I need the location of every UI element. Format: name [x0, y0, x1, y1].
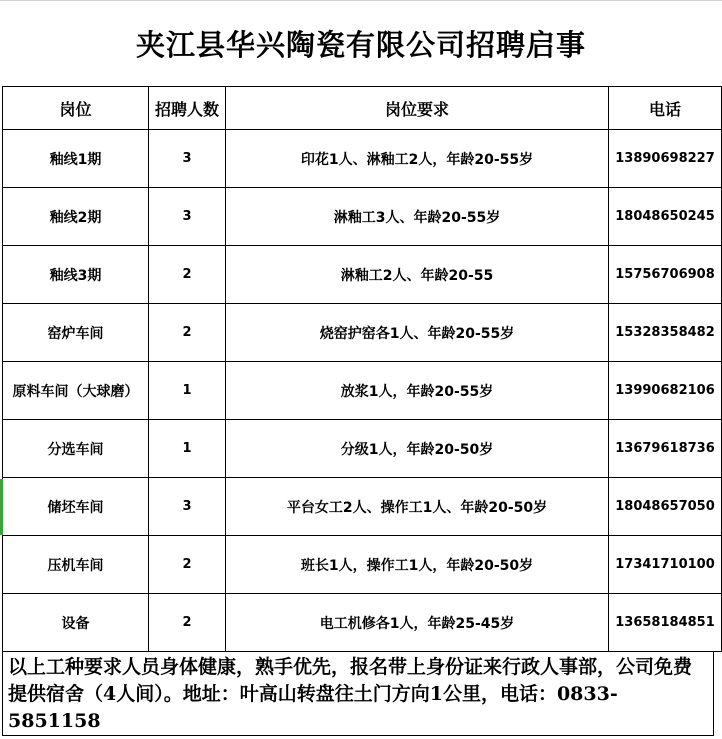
cell-count: 3: [149, 188, 226, 246]
cell-count: 3: [149, 130, 226, 188]
cell-requirements: 放浆1人，年龄20-55岁: [226, 362, 609, 420]
cell-phone: 13658184851: [609, 594, 722, 652]
page-title: 夹江县华兴陶瓷有限公司招聘启事: [135, 27, 586, 62]
cell-requirements: 平台女工2人、操作工1人、年龄20-50岁: [226, 478, 609, 536]
column-header-post: 岗位: [3, 87, 149, 130]
cell-count: 2: [149, 536, 226, 594]
table-row: [3, 362, 722, 420]
cell-count: 1: [149, 420, 226, 478]
table-row: [3, 594, 722, 652]
table-row: [3, 478, 722, 536]
cell-requirements: 淋釉工2人、年龄20-55: [226, 246, 609, 304]
cell-count: 3: [149, 478, 226, 536]
cell-post: 釉线2期: [3, 188, 149, 246]
table-row: [3, 188, 722, 246]
cell-post: 原料车间（大球磨）: [3, 362, 149, 420]
cell-phone: 17341710100: [609, 536, 722, 594]
cell-phone: 18048650245: [609, 188, 722, 246]
cell-post: 分选车间: [3, 420, 149, 478]
cell-count: 2: [149, 594, 226, 652]
table-row: [3, 536, 722, 594]
cell-count: 2: [149, 246, 226, 304]
recruitment-table: [2, 86, 722, 652]
table-row: [3, 130, 722, 188]
cell-phone: 13890698227: [609, 130, 722, 188]
cell-phone: 15756706908: [609, 246, 722, 304]
column-header-phone: 电话: [609, 87, 722, 130]
cell-phone: 13990682106: [609, 362, 722, 420]
table-header-row: [3, 87, 722, 130]
cell-phone: 13679618736: [609, 420, 722, 478]
cell-post: 储坯车间: [3, 478, 149, 536]
column-header-requirements: 岗位要求: [226, 87, 609, 130]
cell-phone: 18048657050: [609, 478, 722, 536]
cell-requirements: 烧窑护窑各1人、年龄20-55岁: [226, 304, 609, 362]
cell-requirements: 分级1人，年龄20-50岁: [226, 420, 609, 478]
cell-post: 设备: [3, 594, 149, 652]
cell-post: 压机车间: [3, 536, 149, 594]
table-row: [3, 420, 722, 478]
column-header-count: 招聘人数: [149, 87, 226, 130]
notice-text: 以上工种要求人员身体健康，熟手优先，报名带上身份证来行政人事部，公司免费提供宿舍（4人间）。地址：叶高山转盘往土门方向1公里，电话：0833-5851158: [2, 652, 714, 736]
table-row: [3, 304, 722, 362]
cell-requirements: 印花1人、淋釉工2人，年龄20-55岁: [226, 130, 609, 188]
cell-requirements: 电工机修各1人，年龄25-45岁: [226, 594, 609, 652]
cell-requirements: 班长1人，操作工1人，年龄20-50岁: [226, 536, 609, 594]
cell-count: 2: [149, 304, 226, 362]
cell-count: 1: [149, 362, 226, 420]
selected-cell-marker: [0, 479, 3, 535]
cell-post: 釉线1期: [3, 130, 149, 188]
cell-requirements: 淋釉工3人、年龄20-55岁: [226, 188, 609, 246]
cell-phone: 15328358482: [609, 304, 722, 362]
cell-post: 窑炉车间: [3, 304, 149, 362]
table-row: [3, 246, 722, 304]
cell-post: 釉线3期: [3, 246, 149, 304]
